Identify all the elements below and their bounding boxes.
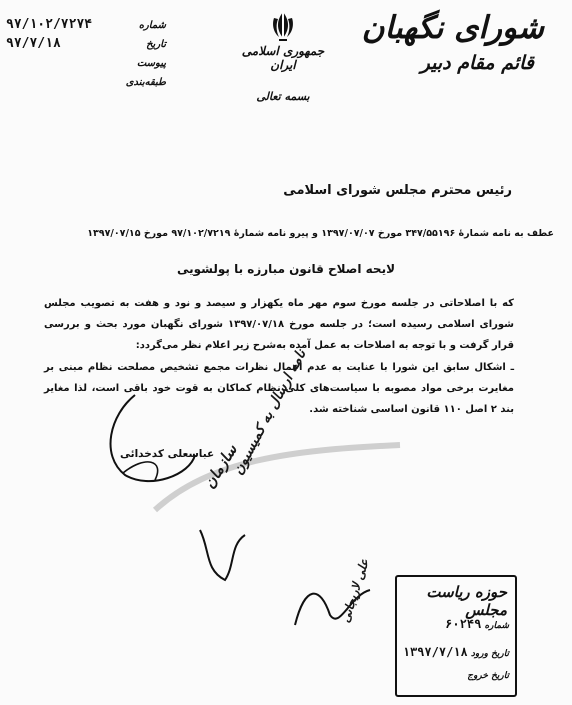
stamp-exit-label: تاریخ خروج: [467, 671, 509, 681]
signature-mark-2: [195, 520, 250, 585]
faint-stroke-mark: [150, 440, 410, 520]
handwritten-note-2: نامه ارسال به کمیسیون: [230, 347, 310, 478]
stamp-exit-row: [467, 671, 509, 681]
reference-line: عطف به نامه شمارهٔ ۳۴۷/۵۵۱۹۶ مورخ ۱۳۹۷/۰۷/۰۷ و پیرو نامه شمارهٔ ۹۷/۱۰۲/۷۲۱۹ مورخ ۱۳۹۷/۰۷/۱۵: [87, 228, 554, 239]
classification-label: طبقه‌بندی: [125, 77, 166, 88]
stamp-received-value: ۱۳۹۷/۷/۱۸: [402, 645, 468, 659]
council-name: شورای نگهبان: [361, 10, 544, 46]
stamp-number-label: شماره: [484, 621, 509, 631]
stamp-number-row: [445, 617, 509, 631]
paragraph-1: که با اصلاحاتی در جلسه مورخ سوم مهر ماه یکهزار و سیصد و نود و هفت به تصویب مجلس شورای اسلامی رسیده است؛ در جلسه مورخ ۱۳۹۷/۰۷/۱۸ شورای نگهبان مورد بحث و بررسی قرار گرفت و با توجه به اصلاحات به عمل آمده به‌شرح زیر اعلام نظر می‌گردد:: [44, 298, 514, 351]
attachment-label: پیوست: [136, 58, 166, 69]
addressee: رئیس محترم مجلس شورای اسلامی: [283, 183, 512, 198]
paragraph-2: ـ اشکال سابق این شورا با عنایت به عدم اعمال نظرات مجمع تشخیص مصلحت نظام مبنی بر مغایرت برخی مواد مصوبه با سیاست‌های کلی نظام کماکان به قوت خود باقی است، لذا مغایر بند ۲ اصل ۱۱۰ قانون اساسی شناخته شد.: [44, 362, 514, 415]
handwritten-note-1: سازمان: [200, 441, 241, 492]
bismillah: بسمه تعالی: [256, 90, 310, 103]
stamp-number-value: ۶۰۲۴۹: [445, 617, 482, 631]
date-value: ۹۷/۷/۱۸: [6, 36, 61, 51]
stamp-title: حوزه ریاست مجلس: [426, 583, 507, 619]
letter-metadata: [6, 17, 166, 96]
date-label: تاریخ: [146, 39, 166, 50]
bill-title: لایحه اصلاح قانون مبارزه با پولشویی: [176, 262, 396, 276]
meta-attachment-row: [6, 58, 166, 77]
council-subtitle: قائم مقام دبیر: [420, 52, 534, 74]
signer-name: عباسعلی کدخدائی: [120, 448, 215, 460]
meta-date-row: [6, 36, 166, 58]
handwritten-note-3: علی لاریجانی: [338, 557, 372, 625]
stamp-received-label: تاریخ ورود: [470, 649, 509, 659]
iran-emblem-icon: [270, 10, 296, 42]
meta-classification-row: [6, 77, 166, 96]
number-label: شماره: [138, 20, 166, 31]
number-value: ۹۷/۱۰۲/۷۲۷۴: [6, 17, 93, 32]
republic-title: جمهوری اسلامی ایران: [241, 44, 325, 72]
stamp-received-row: [403, 645, 509, 659]
receipt-stamp: [395, 575, 517, 697]
